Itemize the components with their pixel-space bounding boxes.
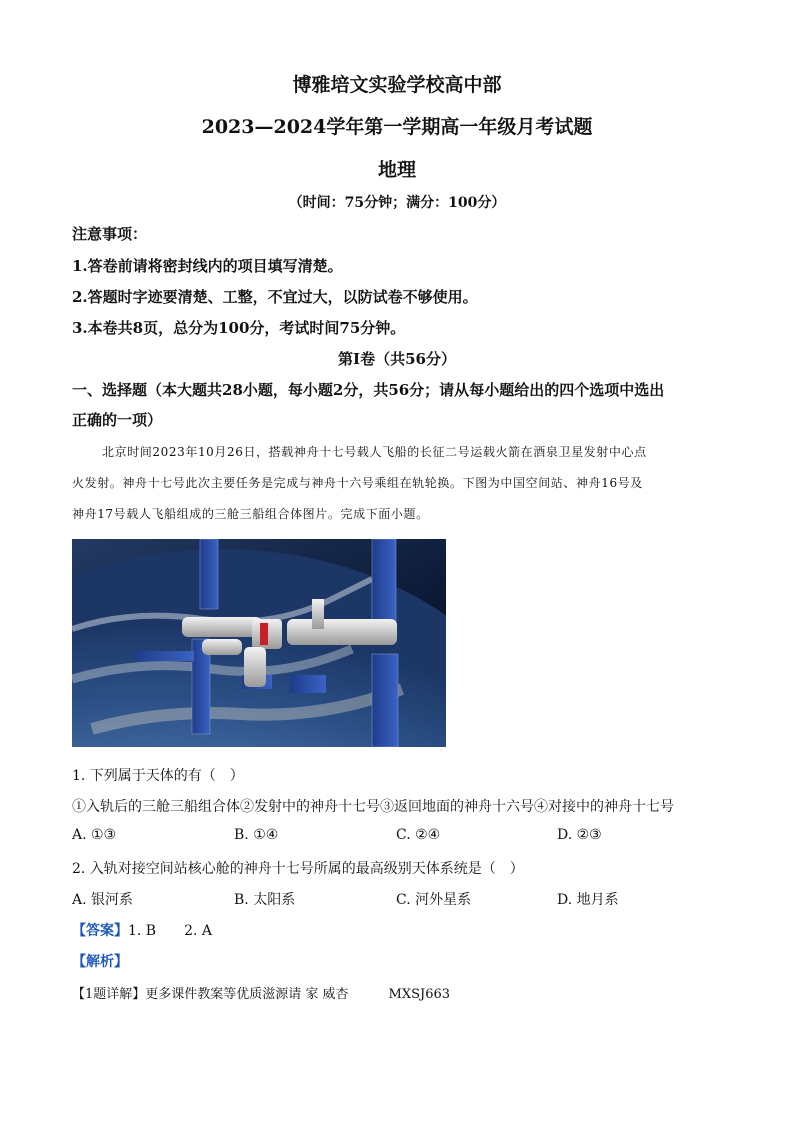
notes-heading: 注意事项： <box>72 225 148 243</box>
part-title: 第Ⅰ卷（共56分） <box>338 350 456 368</box>
note-item: 3.本卷共8页，总分为100分，考试时间75分钟。 <box>72 319 406 337</box>
q2-option-b: B. 太阳系 <box>234 892 296 908</box>
subject-title: 地理 <box>377 159 416 181</box>
q1-option-a: A. ①③ <box>72 827 117 843</box>
q2-option-a: A. 银河系 <box>72 892 134 908</box>
q2-option-c: C. 河外星系 <box>396 892 472 908</box>
detail-tag: 【1题详解】 <box>72 987 146 1002</box>
section-heading-cont: 正确的一项） <box>72 411 163 429</box>
detail-text: 更多课件教案等优质滋源请 家 威杏 <box>145 987 349 1002</box>
school-title: 博雅培文实验学校高中部 <box>292 74 502 96</box>
note-item: 1.答卷前请将密封线内的项目填写清楚。 <box>72 257 343 275</box>
exam-title: 2023—2024学年第一学期高一年级月考试题 <box>201 116 593 138</box>
question-1-stem: 1. 下列属于天体的有（ ） <box>72 768 244 784</box>
detail-line <box>72 983 450 1002</box>
passage-line: 北京时间2023年10月26日，搭载神舟十七号载人飞船的长征二号运载火箭在酒泉卫星发射中心点 <box>102 445 647 459</box>
note-item: 2.答题时字迹要清楚、工整，不宜过大，以防试卷不够使用。 <box>72 288 478 306</box>
passage-line: 神舟17号载人飞船组成的三舱三船组合体图片。完成下面小题。 <box>72 507 429 521</box>
answer-line <box>72 920 212 940</box>
space-station-image <box>72 539 446 747</box>
question-1-statements: ①入轨后的三舱三船组合体②发射中的神舟十七号③返回地面的神舟十六号④对接中的神舟十七号 <box>72 799 674 815</box>
answer-text: 1. B 2. A <box>128 923 213 939</box>
passage-line: 火发射。神舟十七号此次主要任务是完成与神舟十六号乘组在轨轮换。下图为中国空间站、神舟16号及 <box>72 476 643 490</box>
analysis-tag: 【解析】 <box>72 954 128 970</box>
q1-option-d: D. ②③ <box>557 827 602 843</box>
section-heading: 一、选择题（本大题共28小题，每小题2分，共56分；请从每小题给出的四个选项中选出 <box>72 381 665 399</box>
exam-meta: （时间：75分钟；满分：100分） <box>288 195 506 211</box>
question-2-stem: 2. 入轨对接空间站核心舱的神舟十七号所属的最高级别天体系统是（ ） <box>72 861 524 877</box>
q2-option-d: D. 地月系 <box>557 892 619 908</box>
q1-option-c: C. ②④ <box>396 827 441 843</box>
q1-option-b: B. ①④ <box>234 827 279 843</box>
detail-code: MXSJ663 <box>388 987 451 1002</box>
answer-tag: 【答案】 <box>72 923 128 939</box>
